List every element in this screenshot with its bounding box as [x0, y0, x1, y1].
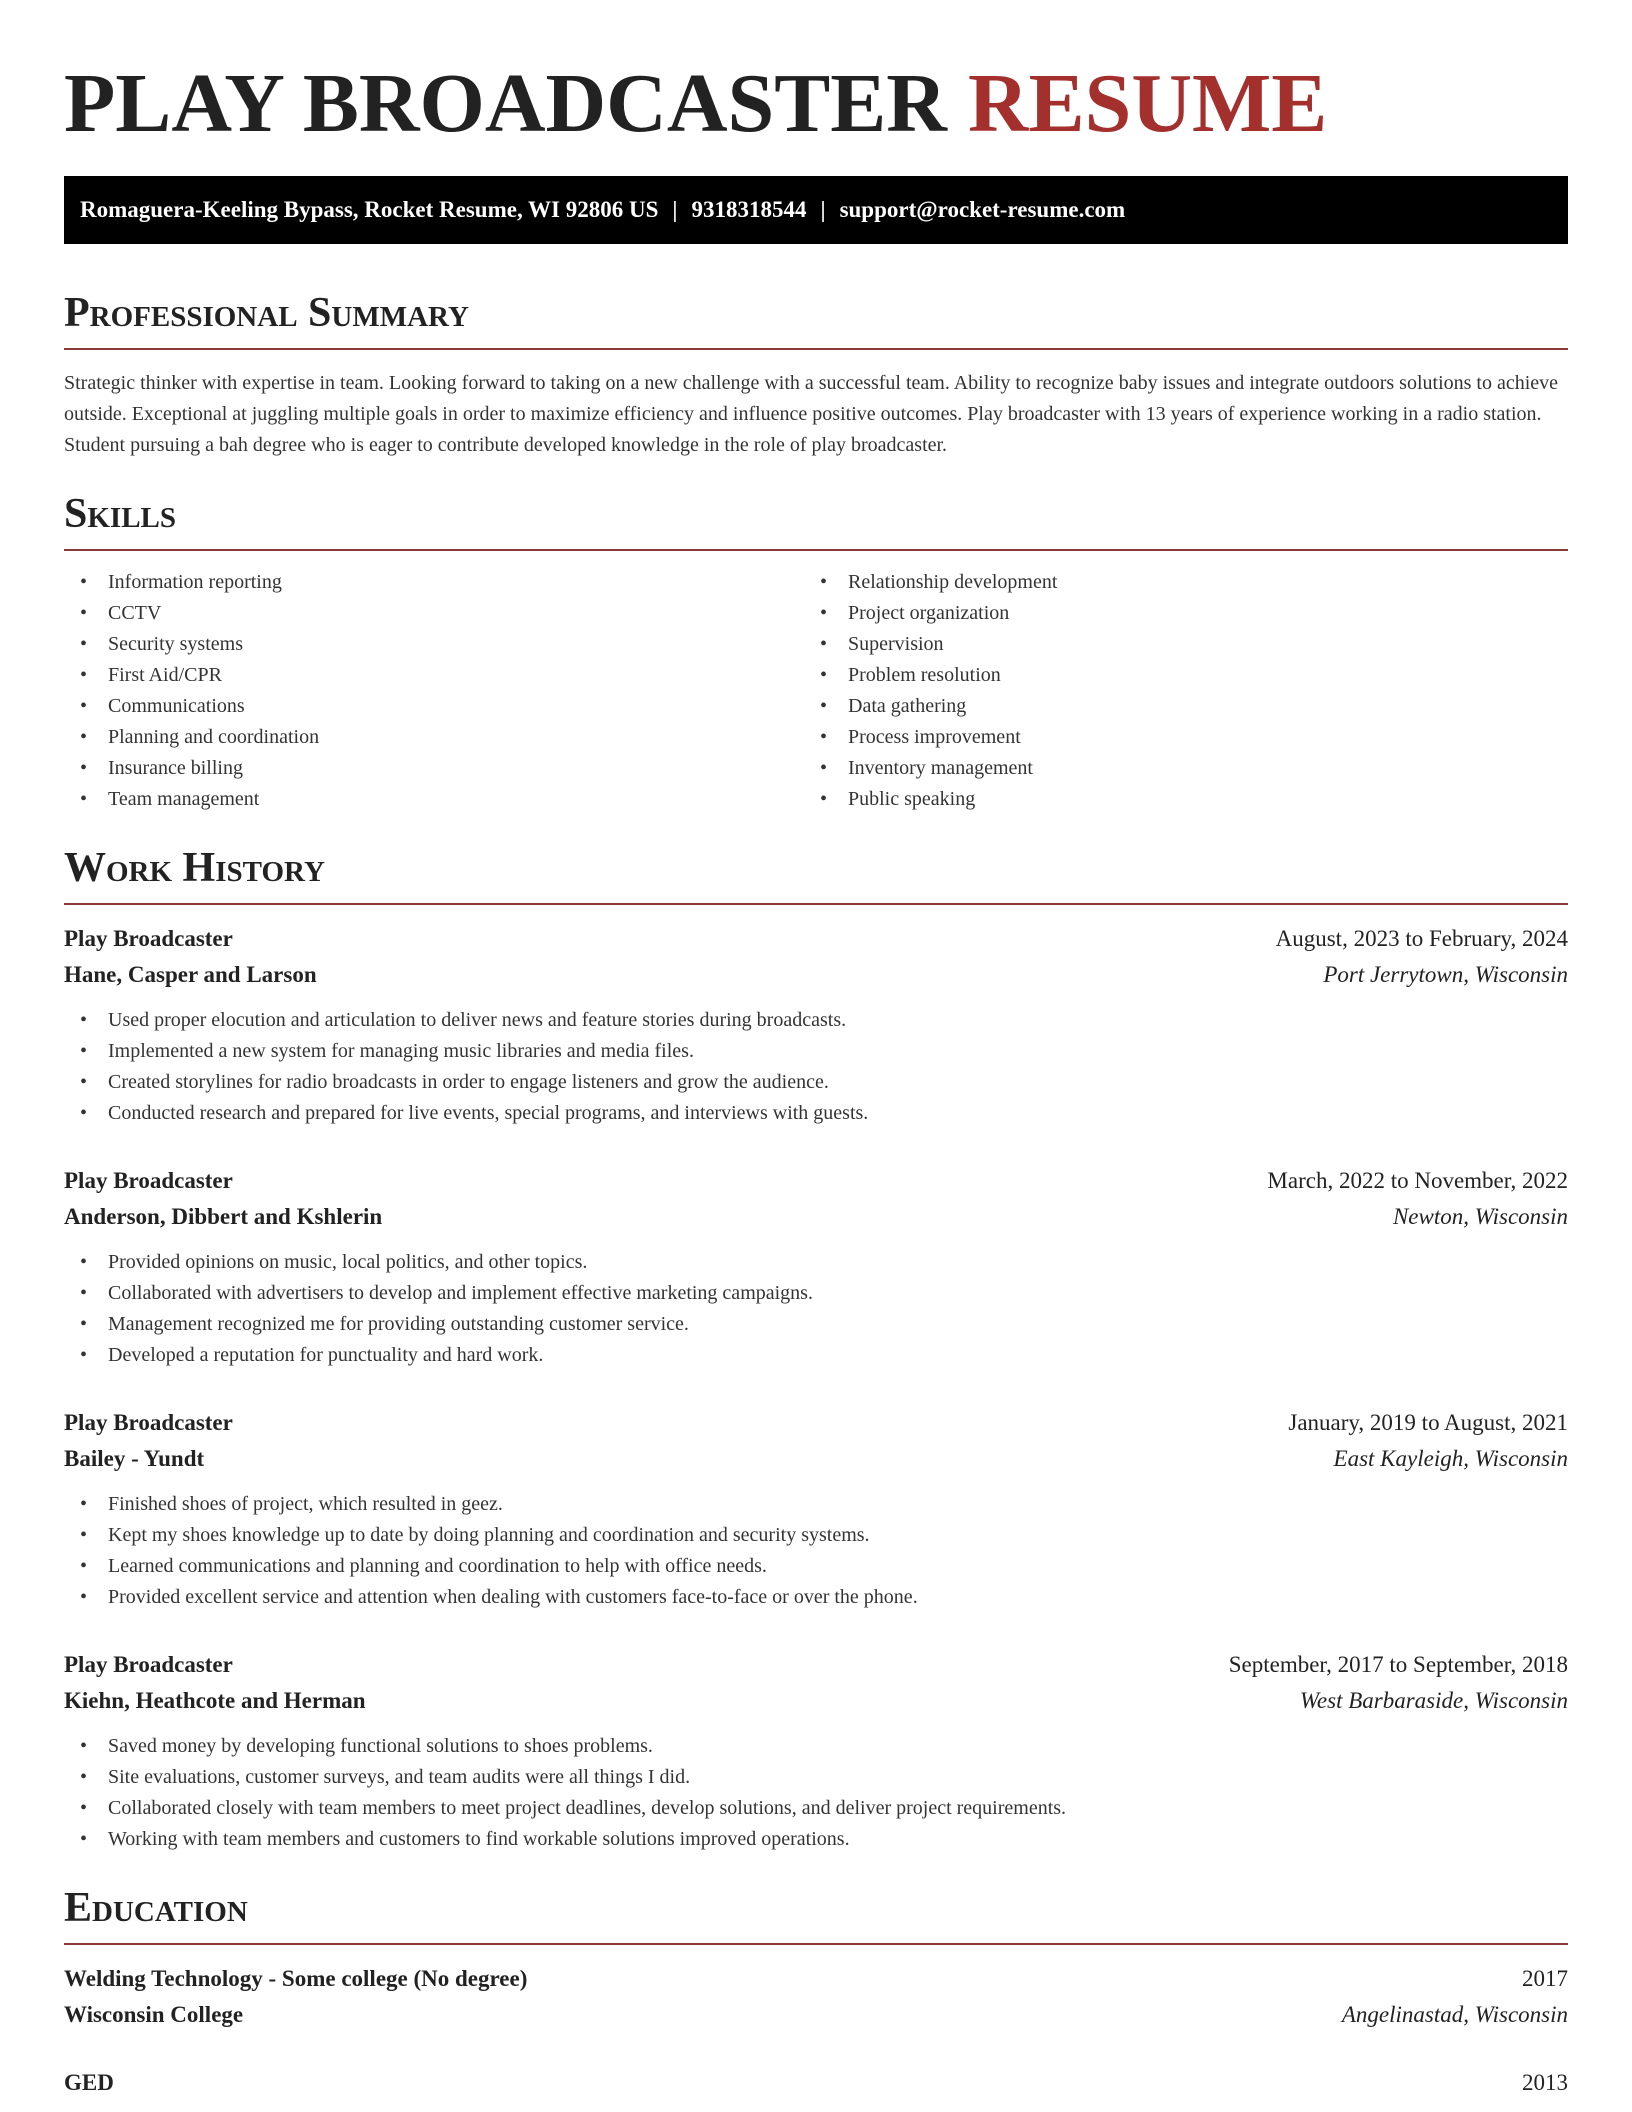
work-history-section	[64, 843, 1568, 1855]
skills-heading: Skills	[64, 489, 1568, 551]
education-degree: Welding Technology - Some college (No degree)	[64, 1966, 528, 1991]
summary-text: Strategic thinker with expertise in team. Looking forward to taking on a new challenge with a successful team. Ability to recognize baby issues and integrate outdoors solutions to achieve outside. Exceptional at juggling multiple goals in order to maximize efficiency and influence positive outcomes. Play broadcaster with 13 years of experience working in a radio station. Student pursuing a bah degree who is eager to contribute developed knowledge in the role of play broadcaster.	[64, 372, 1559, 456]
job-bullet: • Management recognized me for providing outstanding customer service.	[64, 1309, 1568, 1340]
skill-item: • CCTV	[64, 598, 804, 629]
job-company: Bailey - Yundt	[64, 1446, 205, 1471]
job-entry	[64, 921, 1568, 1129]
job-company: Kiehn, Heathcote and Herman	[64, 1688, 366, 1713]
job-header-row	[64, 921, 1568, 957]
job-title: Play Broadcaster	[64, 1410, 233, 1435]
job-company-row	[64, 1199, 1568, 1235]
job-dates: March, 2022 to November, 2022	[1267, 1168, 1568, 1193]
job-bullet: • Used proper elocution and articulation to deliver news and feature stories during broadcasts.	[64, 1005, 1568, 1036]
job-location: Newton, Wisconsin	[1392, 1204, 1568, 1229]
job-header-row	[64, 1405, 1568, 1441]
job-bullets	[64, 1489, 1568, 1613]
job-bullet: • Implemented a new system for managing music libraries and media files.	[64, 1036, 1568, 1067]
education-header-row	[64, 2065, 1568, 2101]
skills-column-right	[804, 567, 1544, 815]
job-bullet: • Provided opinions on music, local politics, and other topics.	[64, 1247, 1568, 1278]
education-header-row	[64, 1961, 1568, 1997]
skill-item: • Communications	[64, 691, 804, 722]
contact-phone: 9318318544	[691, 197, 807, 222]
job-bullet: • Kept my shoes knowledge up to date by doing planning and coordination and security systems.	[64, 1520, 1568, 1551]
job-dates: August, 2023 to February, 2024	[1275, 926, 1568, 951]
job-entry	[64, 1163, 1568, 1371]
job-header-row	[64, 1163, 1568, 1199]
contact-email: support@rocket-resume.com	[839, 197, 1126, 222]
skill-item: • Security systems	[64, 629, 804, 660]
skill-item: • Problem resolution	[804, 660, 1544, 691]
job-bullet: • Collaborated with advertisers to develop and implement effective marketing campaigns.	[64, 1278, 1568, 1309]
job-location: East Kayleigh, Wisconsin	[1333, 1446, 1568, 1471]
job-bullets	[64, 1731, 1568, 1855]
skill-item: • Supervision	[804, 629, 1544, 660]
skill-item: • Process improvement	[804, 722, 1544, 753]
job-company: Hane, Casper and Larson	[64, 962, 317, 987]
education-year: 2013	[1522, 2070, 1568, 2095]
job-dates: January, 2019 to August, 2021	[1288, 1410, 1568, 1435]
education-year: 2017	[1522, 1966, 1568, 1991]
skill-item: • Inventory management	[804, 753, 1544, 784]
job-title: Play Broadcaster	[64, 1652, 233, 1677]
skill-item: • Team management	[64, 784, 804, 815]
education-school: Wisconsin College	[64, 2002, 244, 2027]
job-dates: September, 2017 to September, 2018	[1228, 1652, 1568, 1677]
job-bullet: • Site evaluations, customer surveys, and team audits were all things I did.	[64, 1762, 1568, 1793]
education-entry	[64, 1961, 1568, 2033]
contact-separator: |	[672, 197, 678, 222]
job-bullet: • Saved money by developing functional solutions to shoes problems.	[64, 1731, 1568, 1762]
education-entry	[64, 2065, 1568, 2101]
job-location: Port Jerrytown, Wisconsin	[1323, 962, 1568, 987]
skills-column-left	[64, 567, 804, 815]
job-bullet: • Finished shoes of project, which resulted in geez.	[64, 1489, 1568, 1520]
job-bullet: • Provided excellent service and attention when dealing with customers face-to-face or over the phone.	[64, 1582, 1568, 1613]
skill-item: • Planning and coordination	[64, 722, 804, 753]
education-section	[64, 1883, 1568, 2101]
job-company-row	[64, 957, 1568, 993]
job-entry	[64, 1647, 1568, 1855]
resume-title	[64, 0, 1568, 156]
job-entry	[64, 1405, 1568, 1613]
summary-heading: Professional Summary	[64, 288, 1568, 350]
skills-list	[64, 567, 1568, 815]
contact-address: Romaguera-Keeling Bypass, Rocket Resume, WI 92806 US	[80, 197, 659, 222]
education-location: Angelinastad, Wisconsin	[1341, 2002, 1568, 2027]
job-company: Anderson, Dibbert and Kshlerin	[64, 1204, 383, 1229]
job-title: Play Broadcaster	[64, 926, 233, 951]
job-bullet: • Learned communications and planning and coordination to help with office needs.	[64, 1551, 1568, 1582]
skill-item: • Public speaking	[804, 784, 1544, 815]
title-accent: RESUME	[967, 57, 1328, 150]
skill-item: • First Aid/CPR	[64, 660, 804, 691]
skill-item: • Project organization	[804, 598, 1544, 629]
skill-item: • Relationship development	[804, 567, 1544, 598]
job-bullet: • Created storylines for radio broadcasts in order to engage listeners and grow the audience.	[64, 1067, 1568, 1098]
skill-item: • Insurance billing	[64, 753, 804, 784]
contact-bar	[64, 176, 1568, 244]
job-bullet: • Working with team members and customers to find workable solutions improved operations.	[64, 1824, 1568, 1855]
job-bullets	[64, 1247, 1568, 1371]
contact-separator: |	[820, 197, 826, 222]
education-degree: GED	[64, 2070, 114, 2095]
job-title: Play Broadcaster	[64, 1168, 233, 1193]
job-bullet: • Conducted research and prepared for live events, special programs, and interviews with guests.	[64, 1098, 1568, 1129]
job-location: West Barbaraside, Wisconsin	[1299, 1688, 1568, 1713]
job-bullet: • Developed a reputation for punctuality and hard work.	[64, 1340, 1568, 1371]
job-header-row	[64, 1647, 1568, 1683]
job-company-row	[64, 1441, 1568, 1477]
job-bullet: • Collaborated closely with team members to meet project deadlines, develop solutions, and deliver project requirements.	[64, 1793, 1568, 1824]
summary-section	[64, 288, 1568, 461]
education-school-row	[64, 1997, 1568, 2033]
skill-item: • Information reporting	[64, 567, 804, 598]
title-main: PLAY BROADCASTER	[64, 57, 947, 150]
work-history-heading: Work History	[64, 843, 1568, 905]
job-company-row	[64, 1683, 1568, 1719]
skill-item: • Data gathering	[804, 691, 1544, 722]
job-bullets	[64, 1005, 1568, 1129]
education-heading: Education	[64, 1883, 1568, 1945]
skills-section	[64, 489, 1568, 815]
